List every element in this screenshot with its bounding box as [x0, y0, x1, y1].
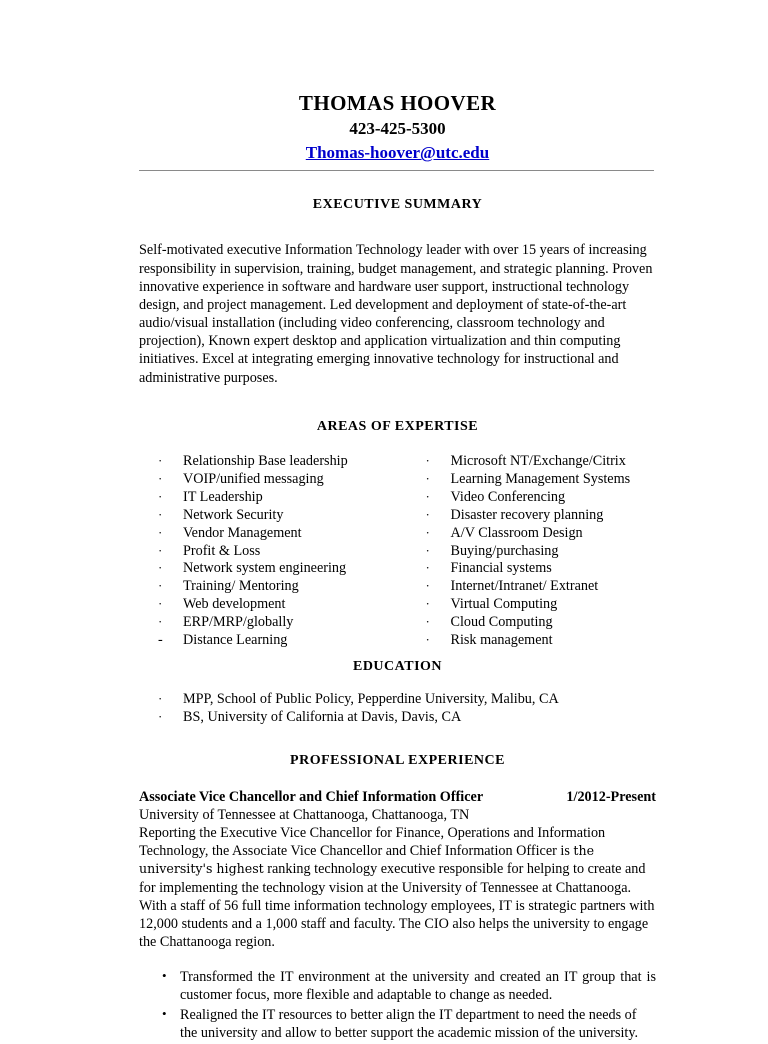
areas-of-expertise-columns: [139, 435, 656, 650]
list-item: [139, 489, 389, 507]
section-heading-professional-experience: PROFESSIONAL EXPERIENCE: [290, 753, 505, 769]
achievement-text: Transformed the IT environment at the university and created an IT group that is customer focus, more flexible and adaptable to change as needed.: [180, 968, 656, 1003]
list-item-label: Microsoft NT/Exchange/Citrix: [450, 452, 626, 469]
list-item-label: Profit & Loss: [183, 542, 261, 559]
list-item: [407, 596, 657, 614]
bullet-marker-icon: ·: [158, 488, 163, 504]
bullet-marker-icon: ·: [158, 614, 163, 630]
bullet-marker-icon: ·: [158, 524, 163, 540]
list-item-label: Cloud Computing: [450, 614, 553, 631]
bullet-point-icon: •: [162, 967, 167, 983]
bullet-marker-icon: ·: [425, 488, 430, 504]
education-entry: MPP, School of Public Policy, Pepperdine University, Malibu, CA: [183, 691, 559, 708]
list-item-label: IT Leadership: [183, 488, 263, 505]
list-item: [407, 632, 657, 650]
job-description: [139, 824, 656, 951]
bullet-marker-icon: ·: [425, 560, 430, 576]
job-description-part-two: ranking technology executive responsible for helping to create and for implementing the technology vision at the University of Tennessee at Chattanooga. With a staff of 56 full time information technology employees, IT is strategic partners with 12,000 students and a 1,000 staff and faculty. The CIO also helps the university to engage the Chattanooga region.: [139, 861, 655, 950]
bullet-marker-icon: ·: [158, 709, 163, 725]
section-heading-education: EDUCATION: [352, 659, 443, 675]
bullet-marker-icon: ·: [425, 542, 430, 558]
list-item: [139, 560, 389, 578]
dash-marker-icon: -: [158, 632, 163, 649]
bullet-marker-icon: ·: [425, 506, 430, 522]
job-description-highlight: the university's highest: [139, 843, 595, 877]
bullet-marker-icon: ·: [158, 560, 163, 576]
list-item: [407, 507, 657, 525]
list-item-label: Risk management: [450, 632, 553, 649]
job-organization: University of Tennessee at Chattanooga, Chattanooga, TN: [139, 807, 470, 824]
list-item: [139, 691, 656, 709]
education-list: [139, 675, 656, 727]
list-item-label: Disaster recovery planning: [450, 506, 604, 523]
candidate-name: THOMAS HOOVER: [298, 91, 497, 115]
bullet-point-icon: •: [162, 1006, 167, 1022]
list-item: [407, 543, 657, 561]
list-item: [139, 709, 656, 727]
list-item: [139, 578, 389, 596]
list-item: [139, 968, 656, 1006]
list-item: [139, 1006, 656, 1044]
list-item-label: Distance Learning: [183, 632, 288, 649]
bullet-marker-icon: ·: [425, 452, 430, 468]
list-item: [407, 489, 657, 507]
job-achievements-list: [139, 951, 656, 1044]
bullet-marker-icon: ·: [158, 452, 163, 468]
bullet-marker-icon: ·: [158, 578, 163, 594]
list-item: [139, 543, 389, 561]
list-item: [407, 471, 657, 489]
bullet-marker-icon: ·: [425, 614, 430, 630]
bullet-marker-icon: ·: [158, 470, 163, 486]
bullet-marker-icon: ·: [425, 596, 430, 612]
list-item: [407, 578, 657, 596]
list-item-label: Network system engineering: [183, 560, 347, 577]
bullet-marker-icon: ·: [425, 470, 430, 486]
list-item: [139, 453, 389, 471]
list-item-label: Video Conferencing: [450, 488, 566, 505]
candidate-email-line: [139, 140, 656, 165]
section-heading-executive-summary: EXECUTIVE SUMMARY: [312, 197, 483, 213]
list-item: [139, 471, 389, 489]
list-item-label: ERP/MRP/globally: [183, 614, 294, 631]
bullet-marker-icon: ·: [425, 632, 430, 648]
list-item: [407, 614, 657, 632]
list-item-label: Virtual Computing: [450, 596, 558, 613]
executive-summary-paragraph: Self-motivated executive Information Technology leader with over 15 years of increasing responsibility in supervision, training, budget management, and strategic planning. Proven innovative experience in software and hardware user support, instructional technology design, and project management. Led development and deployment of state-of-the-art audio/visual installation (including video conferencing, classroom technology and projection), Known expert desktop and application virtualization and thin computing initiatives. Excel at integrating emerging innovative technology for instructional and administrative purposes.: [139, 242, 653, 386]
list-item-label: Network Security: [183, 506, 284, 523]
job-header: [139, 769, 656, 806]
bullet-marker-icon: ·: [425, 578, 430, 594]
list-item-label: Relationship Base leadership: [183, 452, 348, 469]
job-dates: 1/2012-Present: [566, 789, 656, 806]
list-item: [407, 453, 657, 471]
list-item: [139, 525, 389, 543]
list-item: [407, 560, 657, 578]
expertise-column-left: [139, 453, 389, 650]
list-item-label: Web development: [183, 596, 286, 613]
list-item: [139, 632, 389, 650]
bullet-marker-icon: ·: [158, 691, 163, 707]
job-description-part-one: Reporting the Executive Vice Chancellor for Finance, Operations and Information Technology, the Associate Vice Chancellor and Chief Information Officer is: [139, 825, 606, 860]
list-item-label: A/V Classroom Design: [450, 524, 583, 541]
list-item-label: Training/ Mentoring: [183, 578, 299, 595]
candidate-email-link[interactable]: Thomas-hoover@utc.edu: [305, 143, 490, 163]
job-title: Associate Vice Chancellor and Chief Information Officer: [139, 789, 484, 806]
candidate-phone: 423-425-5300: [349, 118, 446, 138]
list-item: [139, 507, 389, 525]
bullet-marker-icon: ·: [158, 596, 163, 612]
list-item-label: Financial systems: [450, 560, 552, 577]
expertise-column-right: [389, 453, 657, 650]
list-item: [139, 596, 389, 614]
bullet-marker-icon: ·: [158, 506, 163, 522]
list-item-label: Buying/purchasing: [450, 542, 559, 559]
list-item: [407, 525, 657, 543]
list-item-label: Internet/Intranet/ Extranet: [450, 578, 599, 595]
achievement-text: Realigned the IT resources to better align the IT department to need the needs of the university and allow to better support the academic mission of the university.: [180, 1007, 639, 1042]
education-entry: BS, University of California at Davis, Davis, CA: [183, 709, 462, 726]
document-content: [139, 0, 656, 1044]
bullet-marker-icon: ·: [425, 524, 430, 540]
section-heading-areas-of-expertise: AREAS OF EXPERTISE: [316, 418, 479, 434]
bullet-marker-icon: ·: [158, 542, 163, 558]
list-item-label: Learning Management Systems: [450, 470, 631, 487]
list-item: [139, 614, 389, 632]
list-item-label: VOIP/unified messaging: [183, 470, 324, 487]
list-item-label: Vendor Management: [183, 524, 302, 541]
